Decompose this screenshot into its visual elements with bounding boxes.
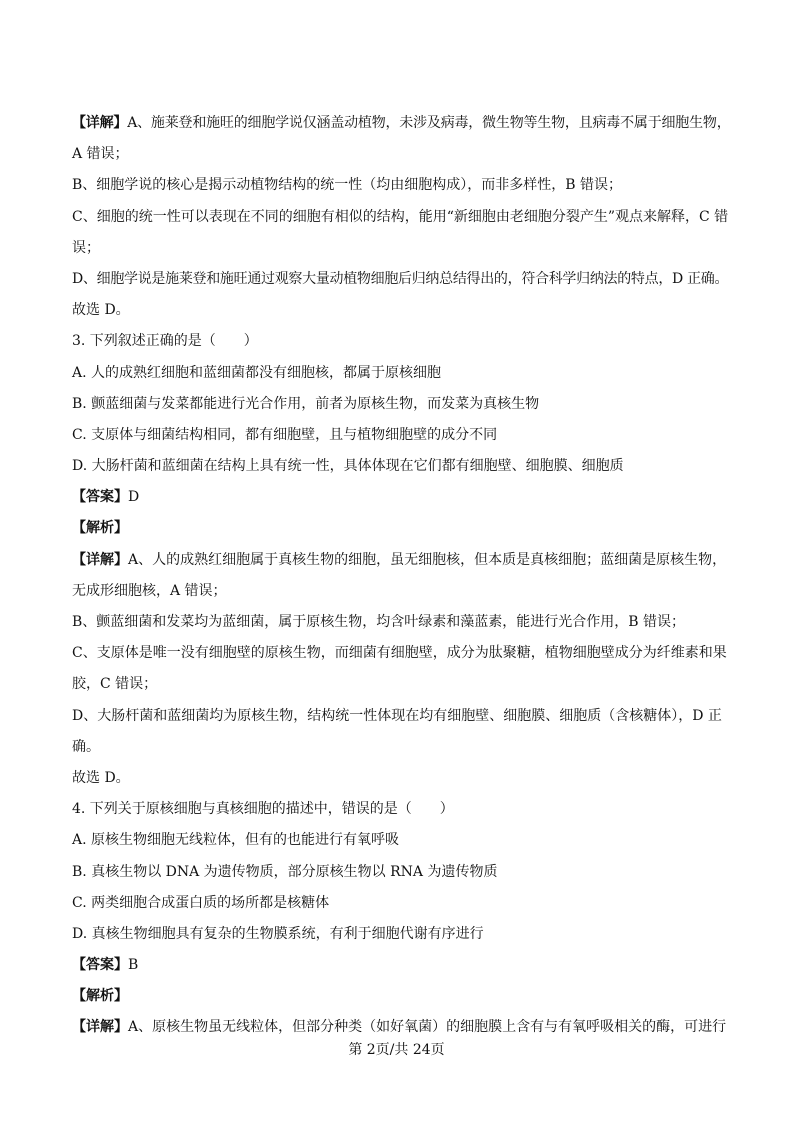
question-stem [72,794,732,825]
line-text: 无成形细胞核，A 错误； [72,582,227,599]
page-footer [0,1040,793,1060]
line-text: 确。 [72,738,100,755]
line-text: A. 人的成熟红细胞和蓝细菌都没有细胞核，都属于原核细胞 [72,364,442,381]
page-number: 第 2页/共 24页 [348,1042,445,1058]
option-line [72,857,732,888]
line-text: B [128,957,139,974]
line-text: 故选 D。 [72,302,130,319]
answer-line [72,950,732,981]
line-text: A、人的成熟红细胞属于真核生物的细胞，虽无细胞核，但本质是真核细胞；蓝细菌是原核生物， [128,551,727,568]
option-line [72,451,732,482]
option-line [72,825,732,856]
section-tag: 【详解】 [72,551,128,568]
document-body [72,108,732,1044]
section-tag: 【答案】 [72,489,128,506]
text-line [72,763,732,794]
text-line [72,139,732,170]
text-line [72,233,732,264]
line-text: A. 原核生物细胞无线粒体，但有的也能进行有氧呼吸 [72,832,400,849]
line-text: B. 颤蓝细菌与发菜都能进行光合作用，前者为原核生物，而发菜为真核生物 [72,395,540,412]
line-text: A、原核生物虽无线粒体，但部分种类（如好氧菌）的细胞膜上含有与有氧呼吸相关的酶，可进行 [128,1019,727,1036]
text-line [72,732,732,763]
line-text: B. 真核生物以 DNA 为遗传物质，部分原核生物以 RNA 为遗传物质 [72,863,498,880]
analysis-heading [72,513,732,544]
section-tag: 【答案】 [72,957,128,974]
line-text: D、细胞学说是施莱登和施旺通过观察大量动植物细胞后归纳总结得出的，符合科学归纳法的特点，D 正确。 [72,270,729,287]
option-line [72,919,732,950]
line-text: D [128,489,140,506]
section-tag: 【详解】 [72,115,128,131]
line-text: D. 真核生物细胞具有复杂的生物膜系统，有利于细胞代谢有序进行 [72,925,484,942]
line-text: C、细胞的统一性可以表现在不同的细胞有相似的结构，能用“新细胞由老细胞分裂产生”观点来解释，C 错 [72,208,729,225]
section-tag: 【解析】 [72,988,128,1005]
line-text: 胶，C 错误； [72,676,158,693]
answer-line [72,482,732,513]
option-line [72,389,732,420]
line-text: 3. 下列叙述正确的是（ ） [72,333,258,350]
text-line [72,701,732,732]
line-text: 误； [72,239,100,256]
line-text: D. 大肠杆菌和蓝细菌在结构上具有统一性，具体体现在它们都有细胞壁、细胞膜、细胞质 [72,458,624,475]
option-line [72,420,732,451]
text-line [72,1012,732,1043]
line-text: 4. 下列关于原核细胞与真核细胞的描述中，错误的是（ ） [72,801,454,818]
text-line [72,170,732,201]
section-tag: 【解析】 [72,520,128,537]
text-line [72,545,732,576]
line-text: B、细胞学说的核心是揭示动植物结构的统一性（均由细胞构成），而非多样性，B 错误； [72,177,623,194]
line-text: B、颤蓝细菌和发菜均为蓝细菌，属于原核生物，均含叶绿素和藻蓝素，能进行光合作用，B 错误； [72,614,686,630]
text-line [72,607,732,638]
line-text: C. 两类细胞合成蛋白质的场所都是核糖体 [72,894,330,911]
line-text: D、大肠杆菌和蓝细菌均为原核生物，结构统一性体现在均有细胞壁、细胞膜、细胞质（含核糖体），D 正 [72,707,722,724]
text-line [72,202,732,233]
option-line [72,358,732,389]
line-text: A、施莱登和施旺的细胞学说仅涵盖动植物，未涉及病毒，微生物等生物，且病毒不属于细胞生物， [127,115,731,131]
option-line [72,888,732,919]
text-line [72,264,732,295]
text-line [72,576,732,607]
question-stem [72,326,732,357]
line-text: C. 支原体与细菌结构相同，都有细胞壁，且与植物细胞壁的成分不同 [72,426,498,443]
line-text: 故选 D。 [72,769,130,786]
text-line [72,638,732,669]
text-line [72,669,732,700]
text-line [72,295,732,326]
section-tag: 【详解】 [72,1019,128,1036]
text-line [72,108,732,139]
line-text: C、支原体是唯一没有细胞壁的原核生物，而细菌有细胞壁，成分为肽聚糖，植物细胞壁成分为纤维素和果 [72,645,727,662]
line-text: A 错误； [72,146,129,163]
analysis-heading [72,981,732,1012]
